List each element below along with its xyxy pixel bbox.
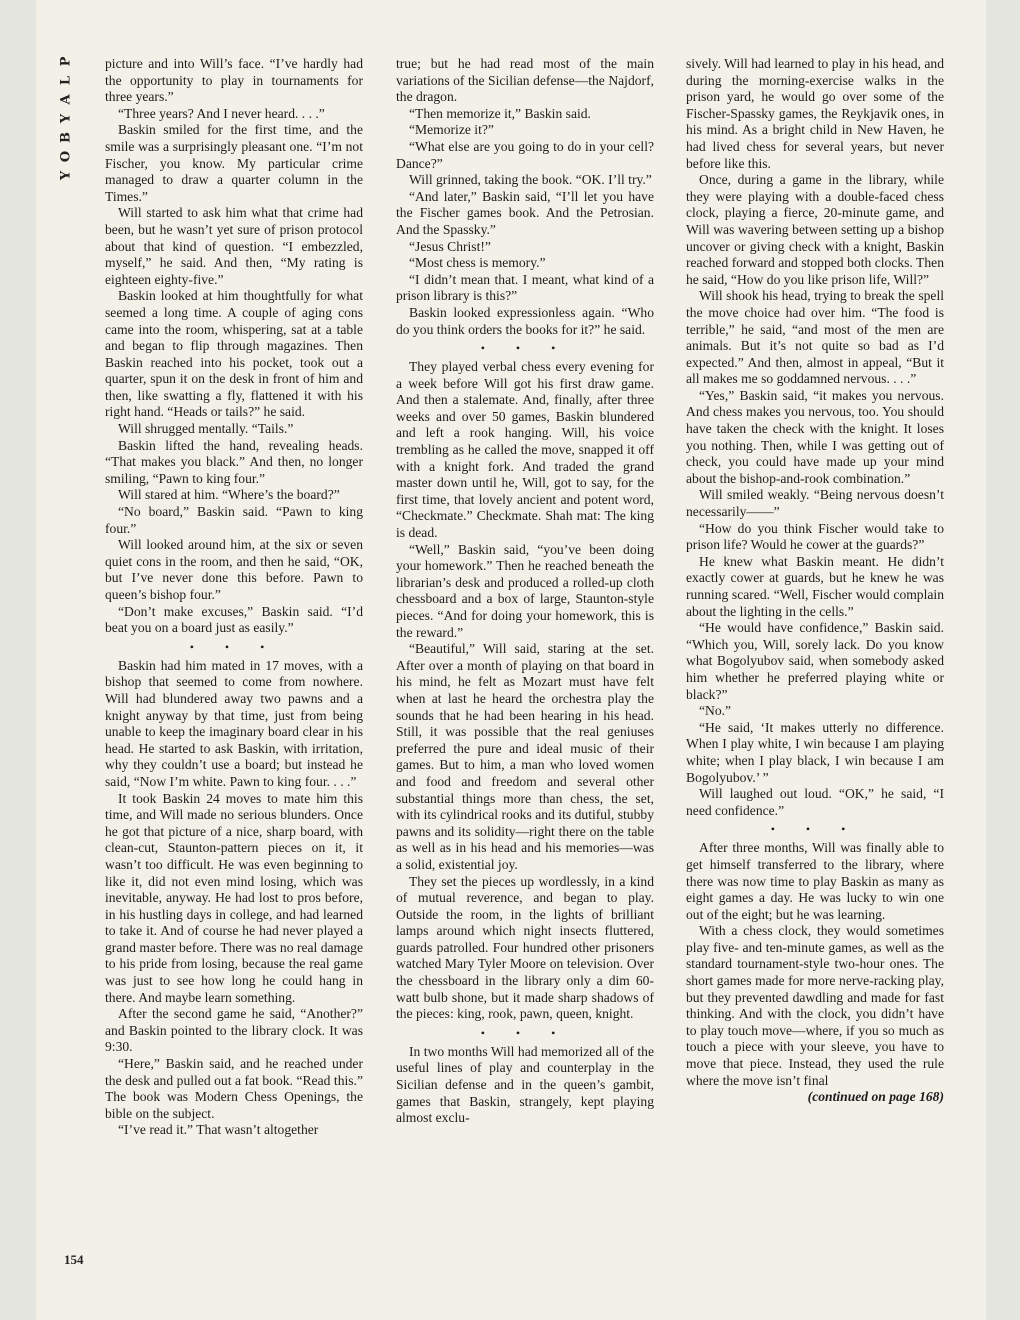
magazine-page (36, 0, 986, 1320)
paragraph: “How do you think Fischer would take to prison life? Would he cower at the guards?” (686, 520, 944, 553)
paragraph: After the second game he said, “Another?” and Baskin pointed to the library clock. It was 9:30. (105, 1006, 363, 1055)
paragraph: With a chess clock, they would sometimes play five- and ten-minute games, as well as the standard tournament-style two-hour ones. The short games made for more nerve-racking play, but they prevented dawdling and made for fast thinking. And with the clock, you didn’t have to play touch move—where, if you so much as touch a piece with your sleeve, you have to move that piece. Instead, they used the rule where the move isn’t final (686, 923, 944, 1088)
paragraph: “Memorize it?” (409, 122, 494, 138)
paragraph: sively. Will had learned to play in his head, and during the morning-exercise walks in the prison yard, he would go over some of the Fischer-Spassky games, the Reykjavik ones, in his mind. As a bright child in New Haven, he had lived chess for several years, but never before like this. (686, 56, 944, 171)
paragraph: “No.” (699, 703, 732, 719)
paragraph: Will looked around him, at the six or seven quiet cons in the room, and then he said, “OK, but I’ve never done this before. Pawn to queen’s bishop four.” (105, 537, 363, 602)
continued-notice: (continued on page 168) (807, 1089, 944, 1105)
paragraph: After three months, Will was finally able to get himself transferred to the library, where there was now time to play Baskin as many as eight games a day. He was lucky to win one out of the eight; but he was learning. (686, 840, 944, 922)
paragraph: “Three years? And I never heard. . . .” (118, 105, 325, 121)
section-break: • • • (189, 639, 279, 654)
paragraph: “No board,” Baskin said. “Pawn to king four.” (105, 504, 363, 536)
paragraph: Will started to ask him what that crime had been, but he wasn’t yet sure of prison protocol about that kind of question. “I embezzled, myself,” he said. And then, “My rating is eighteen eighty-five.” (105, 205, 363, 287)
paragraph: true; but he had read most of the main variations of the Sicilian defense—the Najdorf, the dragon. (396, 56, 654, 105)
paragraph: “Don’t make excuses,” Baskin said. “I’d beat you on a board just as easily.” (105, 603, 363, 636)
paragraph: “Then memorize it,” Baskin said. (409, 105, 591, 121)
paragraph: Will shrugged mentally. “Tails.” (118, 421, 294, 437)
paragraph: Baskin lifted the hand, revealing heads. “That makes you black.” And then, no longer smiling, “Pawn to king four.” (105, 437, 363, 486)
paragraph: Will stared at him. “Where’s the board?” (118, 487, 340, 503)
section-break: • • • (480, 341, 570, 356)
paragraph: “Yes,” Baskin said, “it makes you nervous. And chess makes you nervous, too. You should have taken the check with the knight. It loses you nothing. Then, while I was getting out of check, you could have made up your mind about the bishop-and-rook combination.” (686, 387, 944, 486)
section-break: • • • (480, 1025, 570, 1040)
paragraph: “Beautiful,” Will said, staring at the set. After over a month of playing on that board in his mind, he felt as Mozart must have felt when at last he heard the orchestra play the sounds that he had been hearing in his head. Still, it was possible that the real geniuses preferred the pure and ideal music of their games. But to him, a man who loved women and food and freedom and several other substantial things more than chess, the set, with its cylindrical rooks and its dutiful, stubby pawns and its solidity—right there on the table as well as in his head and his memories—was a solid, existential joy. (396, 641, 654, 872)
paragraph: They played verbal chess every evening for a week before Will got his first draw game. And then a stalemate. And, finally, after three weeks and over 50 games, Baskin blundered and left a rook hanging. Will, his voice trembling as he called the move, snapped it off with a knight fork. And traded the grand master down until he, Will, got to say, for the first time, that lovely ancient and potent word, “Checkmate.” Checkmate. Shah mat: The king is dead. (396, 359, 654, 541)
paragraph: In two months Will had memorized all of the useful lines of play and counterplay in the Sicilian defense and in the queen’s gambit, games that Baskin, strangely, kept playing almost exclu- (396, 1043, 654, 1126)
paragraph: “Well,” Baskin said, “you’ve been doing your homework.” Then he reached beneath the librarian’s desk and produced a rolled-up cloth chessboard and a box of large, Staunton-style pieces. “And for doing your homework, this is the reward.” (396, 541, 654, 640)
text-column-2 (396, 56, 654, 1127)
page-number: 154 (64, 1252, 84, 1267)
paragraph: “Most chess is memory.” (409, 255, 546, 271)
paragraph: They set the pieces up wordlessly, in a kind of mutual reverence, and began to play. Outside the room, in the lights of brilliant lamps around which night insects fluttered, guards patrolled. Four hundred other prisoners watched Mary Tyler Moore on television. Over the chessboard in the library only a dim 60-watt bulb shone, but it made sharp shadows of the pieces: king, rook, pawn, queen, knight. (396, 873, 654, 1022)
paragraph: Baskin had him mated in 17 moves, with a bishop that seemed to come from nowhere. Will had blundered away two pawns and a knight anyway by that time, just from being unable to keep the imaginary board clear in his head. He started to ask Baskin, with irritation, why they couldn’t use a board; but instead he said, “Now I’m white. Pawn to king four. . . .” (105, 657, 363, 789)
masthead: P L A Y B O Y (58, 56, 74, 181)
paragraph: “He said, ‘It makes utterly no difference. When I play white, I win because I am playing white; when I play black, I win because I am Bogolyubov.’ ” (686, 719, 944, 785)
paragraph: Will shook his head, trying to break the spell the move choice had over him. “The food is terrible,” he said, “and most of the men are animals. But it’s not quite so bad as I’d expected.” And then, almost in appeal, “But it all makes me so goddamned nervous. . . .” (686, 288, 944, 387)
paragraph: It took Baskin 24 moves to mate him this time, and Will made no serious blunders. Once he got that picture of a nice, sharp board, with clean-cut, Staunton-pattern pieces on it, it wasn’t too difficult. He was even beginning to like it, did not even mind losing, which was inevitable, anyway. He had lost to pros before, in his hustling days in college, and had learned to take it. And of course he had never played a grand master before. There was no real damage to his pride from losing, because the real game was just to see how long he could hang in there. And maybe learn something. (105, 790, 363, 1005)
text-column-1 (105, 56, 363, 1139)
paragraph: Baskin looked expressionless again. “Who do you think orders the books for it?” he said. (396, 304, 654, 337)
paragraph: Baskin smiled for the first time, and the smile was a surprisingly pleasant one. “I’m not Fischer, you know. My particular crime managed to draw a quarter column in the Times.” (105, 122, 363, 204)
paragraph: “I didn’t mean that. I meant, what kind of a prison library is this?” (396, 271, 654, 304)
paragraph: Baskin looked at him thoughtfully for what seemed a long time. A couple of aging cons came into the room, whispering, sat at a table and began to flip through magazines. Then Baskin reached into his pocket, took out a quarter, spun it on the desk in front of him and then, like swatting a fly, flattened it with his right hand. “Heads or tails?” he said. (105, 288, 363, 420)
paragraph: “He would have confidence,” Baskin said. “Which you, Will, sorely lack. Do you know what Bogolyubov said, when somebody asked him whether he preferred playing white or black?” (686, 620, 944, 702)
paragraph: Once, during a game in the library, while they were playing with a double-faced chess clock, playing a fierce, 20-minute game, and Will was wavering between setting up a bishop uncover or giving check with a knight, Baskin reached forward and stopped both clocks. Then he said, “How do you like prison life, Will?” (686, 172, 944, 287)
section-break: • • • (770, 822, 860, 837)
paragraph: Will laughed out loud. “OK,” he said, “I need confidence.” (686, 786, 944, 818)
paragraph: “And later,” Baskin said, “I’ll let you have the Fischer games book. And the Petrosian. And the Spassky.” (396, 188, 654, 237)
paragraph: Will smiled weakly. “Being nervous doesn’t necessarily——” (686, 487, 944, 520)
paragraph: “What else are you going to do in your cell? Dance?” (396, 138, 654, 171)
paragraph: “Here,” Baskin said, and he reached under the desk and pulled out a fat book. “Read this.” The book was Modern Chess Openings, the bible on the subject. (105, 1056, 363, 1121)
paragraph: picture and into Will’s face. “I’ve hardly had the opportunity to play in tournaments for three years.” (105, 56, 363, 105)
paragraph: “Jesus Christ!” (409, 238, 491, 254)
paragraph: “I’ve read it.” That wasn’t altogether (118, 1122, 319, 1138)
text-column-3 (686, 56, 944, 1106)
paragraph: Will grinned, taking the book. “OK. I’ll try.” (409, 172, 652, 188)
paragraph: He knew what Baskin meant. He didn’t exactly cower at guards, but he knew he was running scared. “Well, Fischer would complain about the lighting in the cells.” (686, 553, 944, 619)
